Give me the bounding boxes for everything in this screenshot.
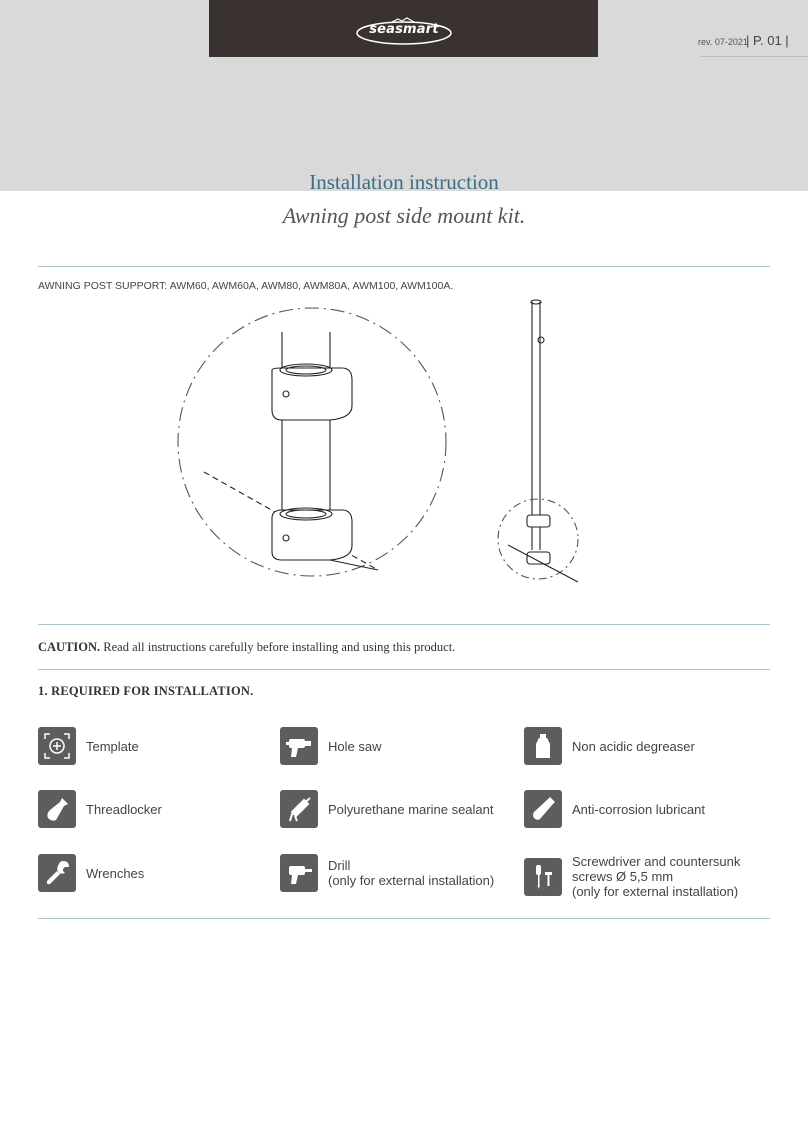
model-list: AWNING POST SUPPORT: AWM60, AWM60A, AWM80, AWM80A, AWM100, AWM100A. bbox=[38, 280, 454, 292]
item-label bbox=[328, 858, 494, 888]
section-heading: 1. REQUIRED FOR INSTALLATION. bbox=[38, 684, 254, 698]
threadlocker-icon bbox=[38, 790, 76, 828]
list-item bbox=[280, 727, 381, 765]
item-label: Wrenches bbox=[86, 865, 145, 881]
divider bbox=[38, 669, 770, 670]
item-label-main: Drill bbox=[328, 858, 351, 873]
item-label: Template bbox=[86, 738, 139, 754]
item-label-line2: screws Ø 5,5 mm bbox=[572, 869, 674, 884]
item-label-note: (only for external installation) bbox=[572, 884, 739, 899]
hole-saw-icon bbox=[280, 727, 318, 765]
lubricant-icon bbox=[524, 790, 562, 828]
list-item bbox=[280, 854, 494, 892]
page-subtitle: Awning post side mount kit. bbox=[282, 203, 526, 228]
item-label: Hole saw bbox=[328, 738, 382, 754]
screwdriver-icon bbox=[524, 858, 562, 896]
list-item bbox=[524, 790, 705, 828]
caution-text: Read all instructions carefully before installing and using this product. bbox=[100, 640, 456, 654]
item-label: Non acidic degreaser bbox=[572, 738, 695, 754]
list-item bbox=[524, 727, 695, 765]
degreaser-bottle-icon bbox=[524, 727, 562, 765]
wrench-icon bbox=[38, 854, 76, 892]
drill-icon bbox=[280, 854, 318, 892]
product-diagram bbox=[160, 290, 600, 600]
item-label: Threadlocker bbox=[86, 801, 162, 817]
page-title: Installation instruction bbox=[309, 170, 499, 194]
caution-note bbox=[38, 640, 455, 655]
list-item bbox=[524, 854, 740, 899]
revision-label: rev. 07-2021 bbox=[698, 37, 748, 47]
item-label: Anti-corrosion lubricant bbox=[572, 801, 705, 817]
list-item bbox=[38, 854, 144, 892]
list-item bbox=[280, 790, 494, 828]
item-label-note: (only for external installation) bbox=[328, 873, 495, 888]
template-icon bbox=[38, 727, 76, 765]
header-divider bbox=[700, 56, 808, 57]
divider bbox=[38, 624, 770, 625]
list-item bbox=[38, 790, 162, 828]
divider bbox=[38, 266, 770, 267]
item-label-main: Screwdriver and countersunk bbox=[572, 854, 741, 869]
page-number: | P. 01 | bbox=[746, 33, 789, 48]
caution-label: CAUTION. bbox=[38, 640, 101, 654]
sealant-gun-icon bbox=[280, 790, 318, 828]
item-label: Polyurethane marine sealant bbox=[328, 801, 494, 817]
item-label bbox=[572, 854, 740, 899]
divider bbox=[38, 918, 770, 919]
brand-name: seasmart bbox=[369, 22, 439, 37]
list-item bbox=[38, 727, 139, 765]
